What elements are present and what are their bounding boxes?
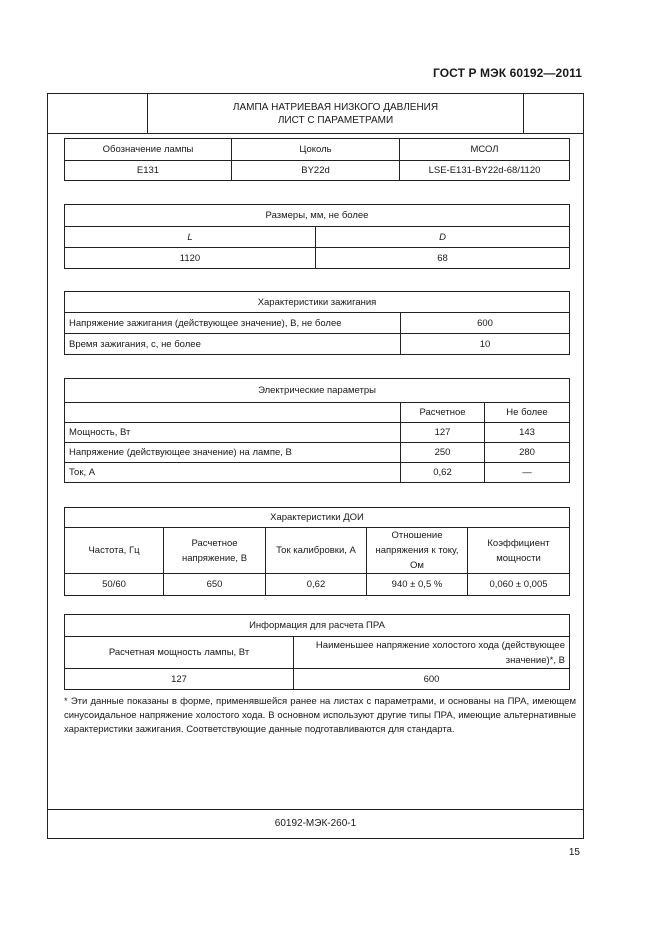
ballast-info-table: [64, 614, 570, 690]
table-cell: 280: [485, 443, 570, 463]
table-cell: 68: [316, 248, 570, 269]
table-cell: 650: [164, 574, 266, 596]
table-header: Расчетное напряжение, В: [164, 528, 266, 574]
table-row: [65, 313, 570, 334]
table-cell: LSE-E131-BY22d-68/1120: [400, 161, 570, 181]
table-cell: 127: [65, 669, 294, 690]
table-header: Наименьшее напряжение холостого хода (действующее значение)*, В: [294, 637, 570, 669]
table-cell: Напряжение (действующее значение) на лампе, В: [65, 443, 401, 463]
table-header: Не более: [485, 403, 570, 423]
table-header: Отношение напряжения к току, Ом: [367, 528, 468, 574]
table-cell: Напряжение зажигания (действующее значение), В, не более: [65, 313, 401, 334]
dimensions-table: [64, 204, 570, 269]
table-row: [65, 423, 570, 443]
lamp-designation-table: [64, 138, 570, 181]
sheet-title: [148, 94, 524, 133]
table-header: Частота, Гц: [65, 528, 164, 574]
table-header: Расчетное: [401, 403, 485, 423]
sheet-title-line1: ЛАМПА НАТРИЕВАЯ НИЗКОГО ДАВЛЕНИЯ: [232, 102, 439, 113]
footnote: * Эти данные показаны в форме, применявшейся ранее на листах с параметрами, и основаны на ПРА, имеющем синусоидальное напряжение холостого хода. В основном используют другие типы ПРА, имеющие альтернативные характеристики зажигания. Соответствующие данные подготавливаются для стандарта.: [64, 696, 576, 735]
table-cell: 0,060 ± 0,005: [468, 574, 570, 596]
table-cell: —: [485, 463, 570, 483]
table-cell: 1120: [65, 248, 316, 269]
header-left-cell: [48, 94, 148, 133]
table-header: Цоколь: [232, 139, 400, 161]
table-row: [65, 443, 570, 463]
ignition-table: [64, 291, 570, 355]
table-cell: E131: [65, 161, 232, 181]
table-title: Электрические параметры: [65, 379, 570, 403]
table-header: Ток калибровки, А: [266, 528, 367, 574]
table-header: L: [65, 227, 316, 248]
table-cell: Ток, А: [65, 463, 401, 483]
sheet-header: [48, 94, 583, 134]
doi-table: [64, 507, 570, 596]
table-header: Коэффициент мощности: [468, 528, 570, 574]
table-header: МСОЛ: [400, 139, 570, 161]
table-row: [65, 334, 570, 355]
table-cell: 127: [401, 423, 485, 443]
table-title: Информация для расчета ПРА: [65, 615, 570, 637]
table-header-empty: [65, 403, 401, 423]
electrical-table: [64, 378, 570, 483]
table-header: Обозначение лампы: [65, 139, 232, 161]
table-row: [65, 463, 570, 483]
table-cell: 143: [485, 423, 570, 443]
table-title: Размеры, мм, не более: [65, 205, 570, 227]
standard-code: ГОСТ Р МЭК 60192—2011: [432, 66, 582, 80]
table-cell: 940 ± 0,5 %: [367, 574, 468, 596]
table-title: Характеристики зажигания: [65, 292, 570, 313]
sheet-footer-code: 60192-МЭК-260-1: [48, 809, 583, 838]
table-header: Расчетная мощность лампы, Вт: [65, 637, 294, 669]
table-cell: 600: [401, 313, 570, 334]
table-cell: 50/60: [65, 574, 164, 596]
table-title: Характеристики ДОИ: [65, 508, 570, 528]
table-header: D: [316, 227, 570, 248]
table-cell: BY22d: [232, 161, 400, 181]
table-cell: 600: [294, 669, 570, 690]
table-cell: Время зажигания, с, не более: [65, 334, 401, 355]
table-cell: 0,62: [266, 574, 367, 596]
table-cell: 10: [401, 334, 570, 355]
table-cell: 0,62: [401, 463, 485, 483]
sheet-title-line2: ЛИСТ С ПАРАМЕТРАМИ: [277, 115, 394, 126]
table-cell: Мощность, Вт: [65, 423, 401, 443]
page-number: 15: [568, 847, 580, 858]
table-cell: 250: [401, 443, 485, 463]
